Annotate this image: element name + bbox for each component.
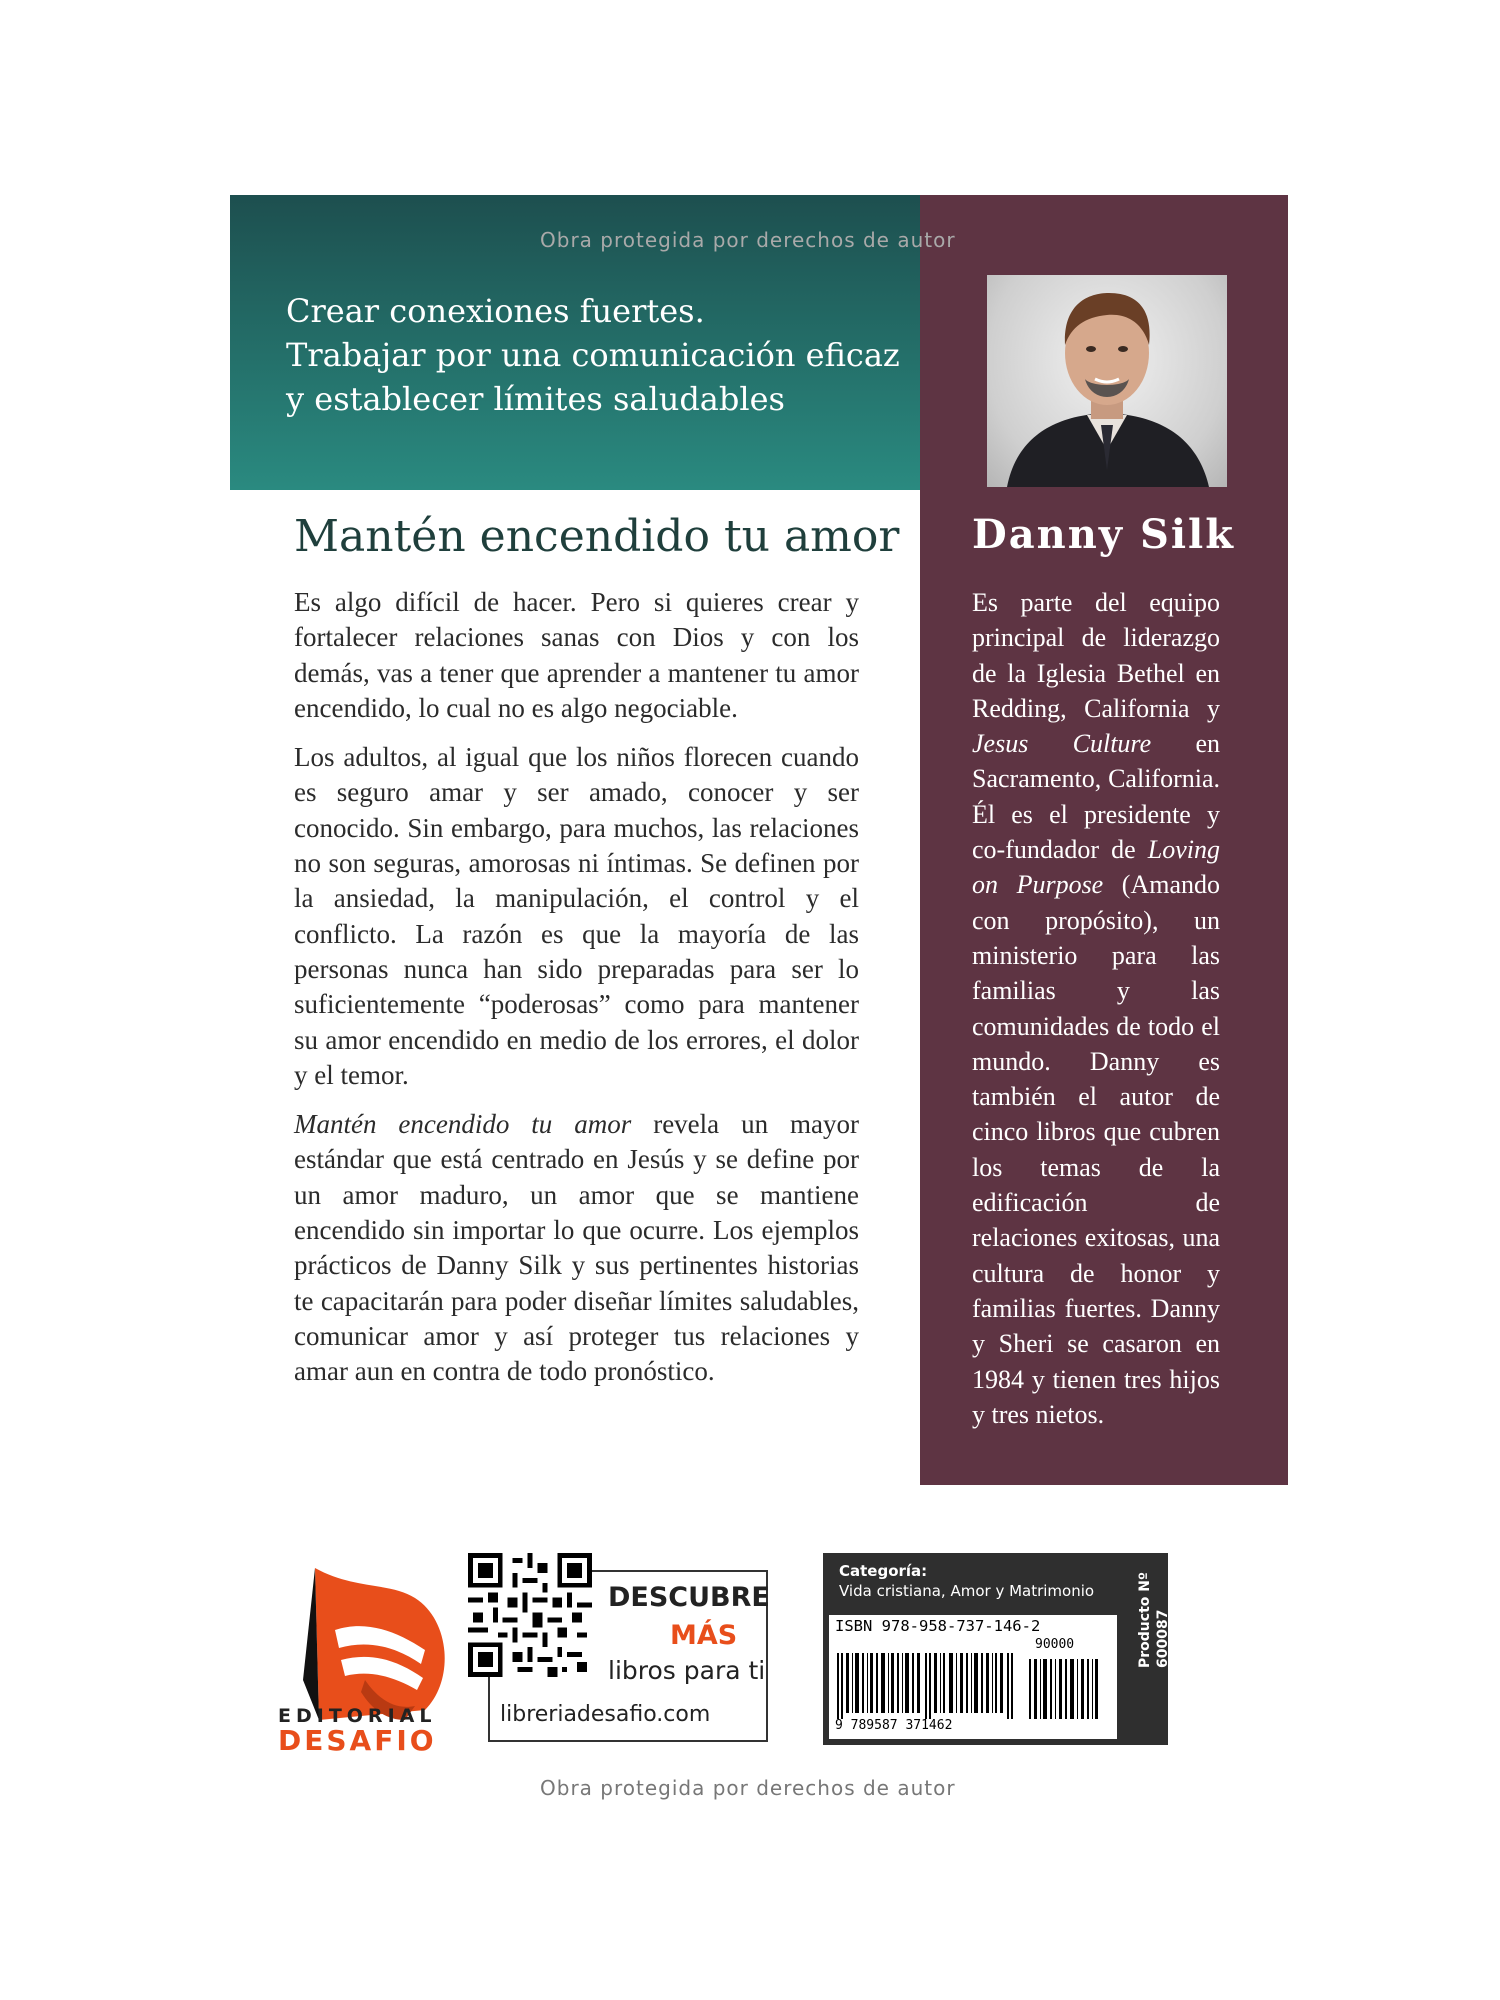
synopsis-paragraph-2: Los adultos, al igual que los niños florecen cuando es seguro amar y ser amado, conocer y ser conocido. Sin embargo, para muchos, las relaciones no son seguras, amorosas ni íntimas. Se definen por la ansiedad, la manipulación, el control y el conflicto. La razón es que la mayoría de las personas nunca han sido preparadas para ser lo suficientemente “poderosas” como para mantener su amor encendido en medio de los errores, el dolor y el temor.	[294, 742, 859, 1090]
watermark-top: Obra protegida por derechos de autor	[540, 228, 956, 252]
publisher-line-2: DESAFIO	[278, 1724, 437, 1757]
synopsis-paragraph-3	[294, 1107, 859, 1389]
tagline-line-1: Crear conexiones fuertes.	[286, 292, 705, 330]
bio-part-2: en Sacramento, California. Él es el presidente y co-fundador de	[972, 729, 1220, 865]
category-value: Vida cristiana, Amor y Matrimonio	[839, 1582, 1095, 1600]
author-bio	[972, 585, 1220, 1432]
publisher-name	[278, 1707, 468, 1755]
author-portrait-icon	[987, 275, 1227, 487]
promo-line-3: libros para ti	[608, 1656, 766, 1685]
isbn-text: ISBN 978-958-737-146-2	[835, 1617, 1041, 1635]
barcode-icon	[833, 1653, 1113, 1719]
promo-url[interactable]: libreriadesafio.com	[500, 1702, 711, 1727]
product-value: 600087	[1155, 1609, 1171, 1668]
watermark-bottom: Obra protegida por derechos de autor	[540, 1776, 956, 1800]
bio-part-1: Es parte del equipo principal de liderazgo de la Iglesia Bethel en Redding, California y	[972, 588, 1220, 723]
book-title: Mantén encendido tu amor	[294, 511, 900, 562]
synopsis	[294, 585, 859, 1404]
barcode-area	[829, 1615, 1117, 1739]
book-back-cover	[230, 195, 1288, 1485]
publisher-line-1: EDITORIAL	[278, 1705, 437, 1727]
promo-line-1: DESCUBRE	[608, 1582, 770, 1613]
category	[839, 1561, 1094, 1601]
bio-part-3: (Amando con propósito), un ministerio para las familias y las comunidades de todo el mundo. Danny es también el autor de cinco libros que cubren los temas de la edificación de relaciones exitosas, una cultura de honor y familias fuertes. Danny y Sheri se casaron en 1984 y tienen tres hijos y tres nietos.	[972, 870, 1220, 1429]
product-label: Producto Nº	[1137, 1572, 1153, 1668]
synopsis-paragraph-3-text: revela un mayor estándar que está centrado en Jesús y se define por un amor maduro, un amor que se mantiene encendido sin importar lo que ocurre. Los ejemplos prácticos de Danny Silk y sus pertinentes historias te capacitarán para poder diseñar límites saludables, comunicar amor y así proteger tus relaciones y amar aun en contra de todo pronóstico.	[294, 1109, 860, 1387]
barcode-box	[823, 1553, 1171, 1745]
author-name: Danny Silk	[972, 511, 1235, 558]
barcode-digits: 9 789587 371462	[835, 1718, 953, 1733]
tagline-line-3: y establecer límites saludables	[286, 380, 785, 418]
bio-loving-on-purpose: Loving on Purpose	[972, 835, 1220, 900]
qr-code-icon[interactable]	[468, 1553, 592, 1677]
tagline-line-2: Trabajar por una comunicación eficaz	[286, 336, 900, 374]
synopsis-paragraph-1: Es algo difícil de hacer. Pero si quieres crear y fortalecer relaciones sanas con Dios y con los demás, vas a tener que aprender a mantener tu amor encendido, lo cual no es algo negociable.	[294, 587, 859, 723]
promo-line-2: MÁS	[670, 1620, 738, 1651]
barcode-addon: 90000	[1035, 1637, 1075, 1652]
category-label: Categoría:	[839, 1562, 928, 1580]
bio-jesus-culture: Jesus Culture	[972, 729, 1152, 759]
product-number	[1136, 1572, 1172, 1668]
synopsis-book-title: Mantén encendido tu amor	[294, 1109, 632, 1140]
author-photo	[987, 275, 1227, 487]
tagline	[286, 289, 916, 421]
